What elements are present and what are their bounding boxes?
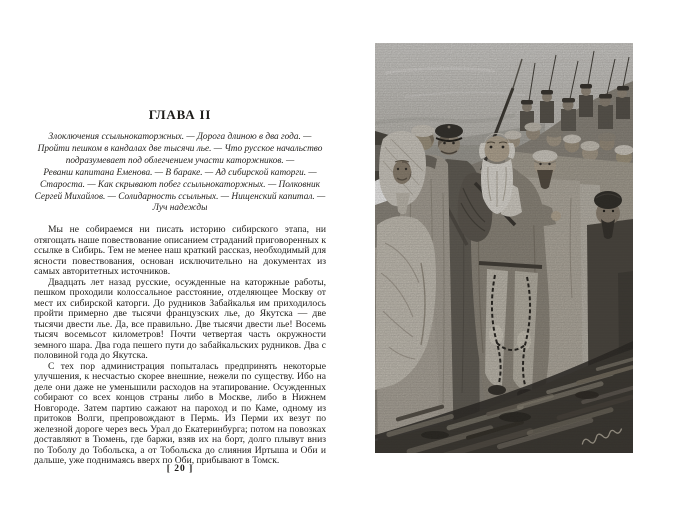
paragraph: С тех пор администрация попыталась предпринять некоторые улучшения, к несчастью скорее внешние, нежели по существу. Ибо на деле они даже не уменьшили расходов на этапирование. Осужденных собирают со всех концов страны либо в Москве, либо в Нижнем Новгороде. Затем партию сажают на пароход и по Каме, одному из притоков Волги, препровождают в Пермь. Из Перми их везут по железной дороге через весь Урал до Екатеринбурга; потом на повозках доставляют в Тюмень, где баржи, взяв их на борт, долго плывут вниз по Тоболу до Тобольска, а от Тобольска до слияния Иртыша и Оби и дальше, уже поднимаясь вверх по Оби, прибывают в Томск. <box>34 360 326 467</box>
summary-line: Староста. — Как скрывают побег ссыльнокаторжных. — Полковник <box>39 179 321 190</box>
convict-convoy-engraving <box>375 43 633 453</box>
chapter-summary <box>34 132 326 215</box>
summary-line: Пройти пешком в кандалах две тысячи лье. — Что русское начальство <box>37 143 323 154</box>
summary-line: Реванш капитана Еменова. — В бараке. — Ад сибирской каторги. — <box>43 167 317 178</box>
page-number: [ 20 ] <box>166 464 194 474</box>
chapter-heading: ГЛАВА II <box>148 107 212 122</box>
right-page <box>375 0 633 506</box>
summary-line: Сергей Михайлов. — Солидарность ссыльных. — Нищенский капитал. — <box>34 191 326 202</box>
summary-line: Злоключения ссыльнокаторжных. — Дорога длиною в два года. — <box>48 132 312 142</box>
paragraph: Мы не собираемся ни писать историю сибирского этапа, ни отягощать наше повествование описанием страданий приговоренных к ссылке в Сибирь. Тем не менее наш краткий рассказ, необходимый для ясности повествования, основан исключительно на документах из самых авторитетных источников. <box>34 224 326 278</box>
engraving-grain-texture <box>375 43 633 453</box>
engraving-illustration <box>375 43 633 453</box>
summary-line: Луч надежды <box>152 203 208 214</box>
paragraph: Двадцать лет назад русские, осужденные на каторжные работы, пешком проходили колоссальное расстояние, отделяющее Москву от мест их сибирской каторги. До рудников Забайкалья им приходилось пройти примерно две тысячи французских лье, до Якутска — две тысячи двести лье. Да, все правильно. Две тысячи двести лье! Восемь тысяч восемьсот километров! Почти четвертая часть окружности земного шара. Два года пешего пути до забайкальских рудников. Два с половиной года до Якутска. <box>34 276 326 362</box>
left-page <box>34 0 326 506</box>
body-text <box>34 225 326 467</box>
summary-line: подразумевает под облегчением участи каторжников. — <box>65 155 295 166</box>
